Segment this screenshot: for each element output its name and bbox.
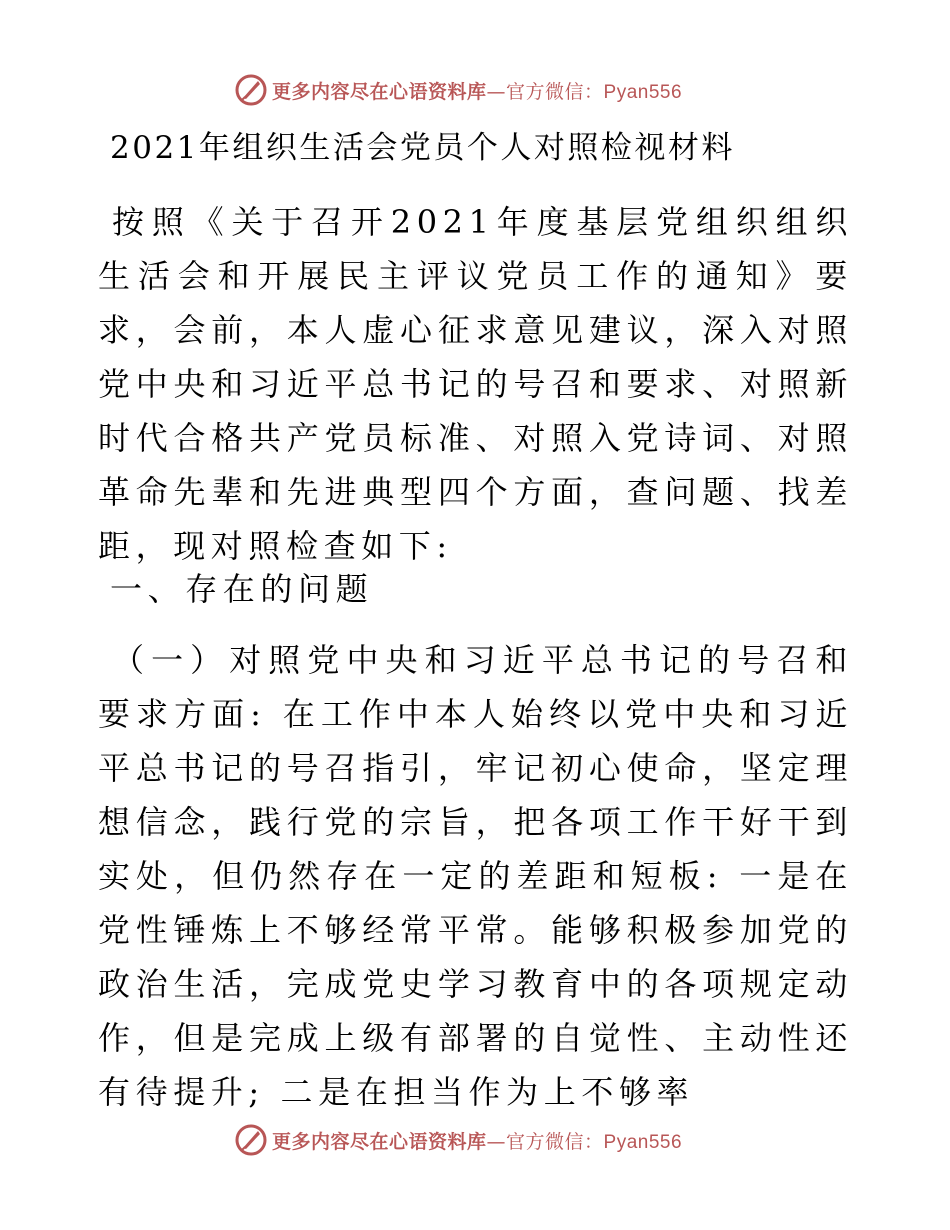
watermark-text	[272, 1127, 682, 1154]
watermark-id: Pyan556	[603, 1131, 683, 1153]
header-watermark	[234, 72, 682, 108]
section-one-paragraph: （一）对照党中央和习近平总书记的号召和要求方面: 在工作中本人始终以党中央和习近平总书记的号召指引，牢记初心使命，坚定理想信念，践行党的宗旨，把各项工作干好干到实处，但仍然存在一定的差距和短板: 一是在党性锤炼上不够经常平常。能够积极参加党的政治生活，完成党史学习教育中的各项规定动作，但是完成上级有部署的自觉性、主动性还有待提升; 二是在担当作为上不够率	[98, 641, 853, 1111]
watermark-text	[272, 77, 682, 104]
watermark-main: 更多内容尽在心语资料库	[272, 1130, 487, 1153]
intro-paragraph: 按照《关于召开2021年度基层党组织组织生活会和开展民主评议党员工作的通知》要求，会前，本人虚心征求意见建议，深入对照党中央和习近平总书记的号召和要求、对照新时代合格共产党员标准、对照入党诗词、对照革命先辈和先进典型四个方面，查问题、找差距，现对照检查如下:	[98, 203, 853, 565]
quill-logo-icon	[234, 73, 268, 107]
section-heading: 一、存在的问题	[110, 570, 374, 608]
footer-watermark	[234, 1122, 682, 1158]
watermark-dash: —	[486, 1130, 507, 1153]
watermark-official: 官方微信：	[506, 1130, 604, 1153]
watermark-main: 更多内容尽在心语资料库	[272, 80, 487, 103]
watermark-official: 官方微信：	[506, 80, 604, 103]
watermark-dash: —	[486, 80, 507, 103]
watermark-id: Pyan556	[603, 81, 683, 103]
quill-logo-icon	[234, 1123, 268, 1157]
document-title: 2021年组织生活会党员个人对照检视材料	[110, 130, 735, 166]
